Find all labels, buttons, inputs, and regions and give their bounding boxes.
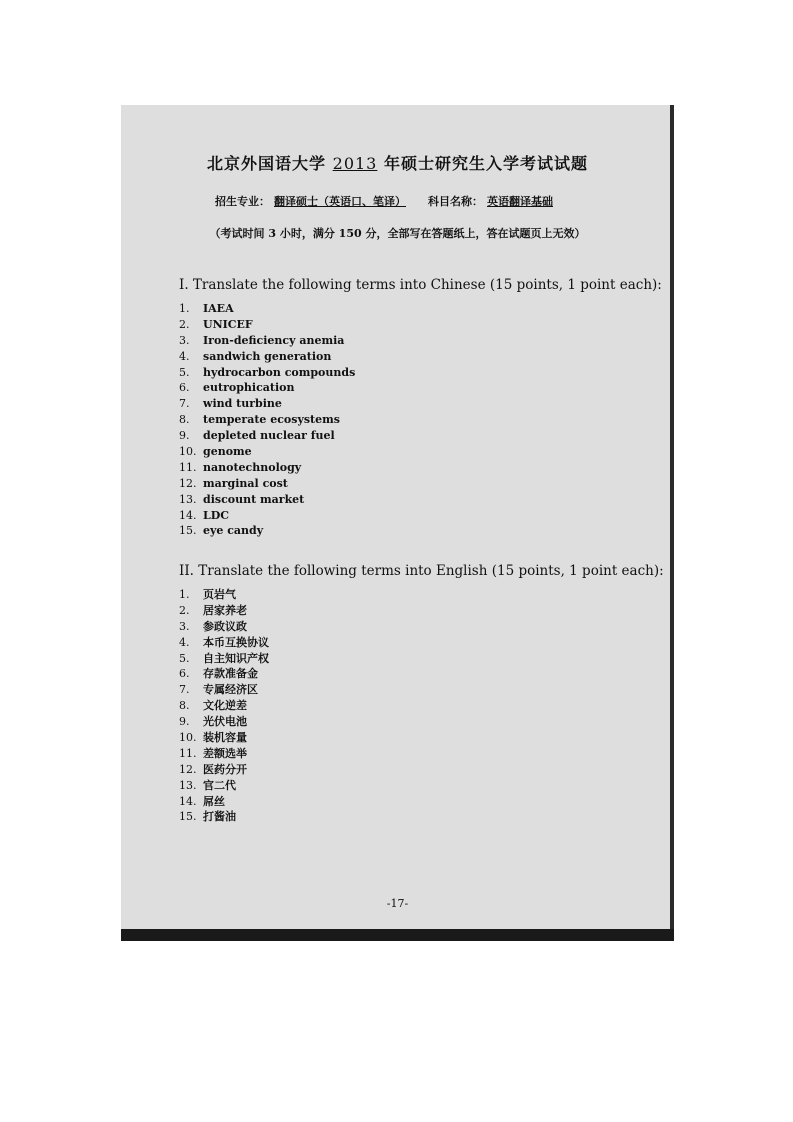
list-item: 8. 文化逆差	[179, 699, 247, 713]
title-prefix: 北京外国语大学	[207, 154, 327, 173]
list-item: 1. 页岩气	[179, 588, 236, 601]
exam-instructions: （考试时间 3 小时，满分 150 分，全部写在答题纸上，答在试题页上无效）	[209, 227, 586, 240]
major-value: 翻译硕士（英语口、笔译）	[274, 195, 406, 208]
section-2-heading: II. Translate the following terms into English (15 points, 1 point each):	[179, 563, 664, 579]
list-item: 11. 差额选举	[179, 746, 247, 760]
subject-label: 科目名称：	[428, 195, 483, 208]
page-number: -17-	[386, 897, 409, 910]
scanned-page	[121, 105, 674, 941]
title-year: 2013	[332, 154, 378, 173]
major-label: 招生专业：	[215, 195, 270, 208]
section-1-heading: I. Translate the following terms into Chinese (15 points, 1 point each):	[179, 277, 662, 293]
section-2	[179, 563, 664, 825]
list-item: 4. sandwich generation	[179, 349, 332, 363]
list-item: 3. 参政议政	[179, 619, 247, 633]
list-item: 9. 光伏电池	[179, 715, 247, 729]
list-item: 6. 存款准备金	[179, 667, 258, 681]
list-item: 14. 屌丝	[179, 794, 225, 808]
list-item: 3. Iron-deficiency anemia	[179, 333, 345, 347]
exam-meta	[215, 193, 557, 209]
section-2-list	[179, 587, 664, 825]
list-item: 11. nanotechnology	[179, 460, 302, 474]
list-item: 2. UNICEF	[179, 317, 253, 331]
section-1	[179, 277, 662, 539]
list-item: 7. 专属经济区	[179, 683, 258, 697]
list-item: 10. 装机容量	[179, 731, 247, 745]
title-suffix: 年硕士研究生入学考试试题	[383, 154, 588, 173]
list-item: 13. discount market	[179, 492, 305, 506]
list-item: 13. 官二代	[179, 778, 236, 792]
list-item: 10. genome	[179, 445, 252, 459]
list-item: 12. 医药分开	[179, 762, 247, 776]
list-item: 5. hydrocarbon compounds	[179, 365, 356, 379]
list-item: 7. wind turbine	[179, 397, 282, 411]
scan-edge	[121, 929, 674, 941]
list-item: 4. 本币互换协议	[179, 635, 269, 649]
list-item: 14. LDC	[179, 508, 230, 522]
list-item: 12. marginal cost	[179, 476, 288, 490]
list-item: 5. 自主知识产权	[179, 651, 269, 665]
list-item: 6. eutrophication	[179, 381, 295, 395]
list-item: 2. 居家养老	[179, 603, 247, 617]
scan-edge	[670, 105, 674, 941]
list-item: 15. 打酱油	[179, 810, 236, 824]
page-title	[121, 151, 674, 174]
list-item: 15. eye candy	[179, 524, 264, 538]
list-item: 1. IAEA	[179, 302, 234, 315]
section-1-list	[179, 301, 662, 539]
list-item: 8. temperate ecosystems	[179, 413, 340, 427]
subject-value: 英语翻译基础	[487, 195, 553, 208]
list-item: 9. depleted nuclear fuel	[179, 429, 335, 443]
